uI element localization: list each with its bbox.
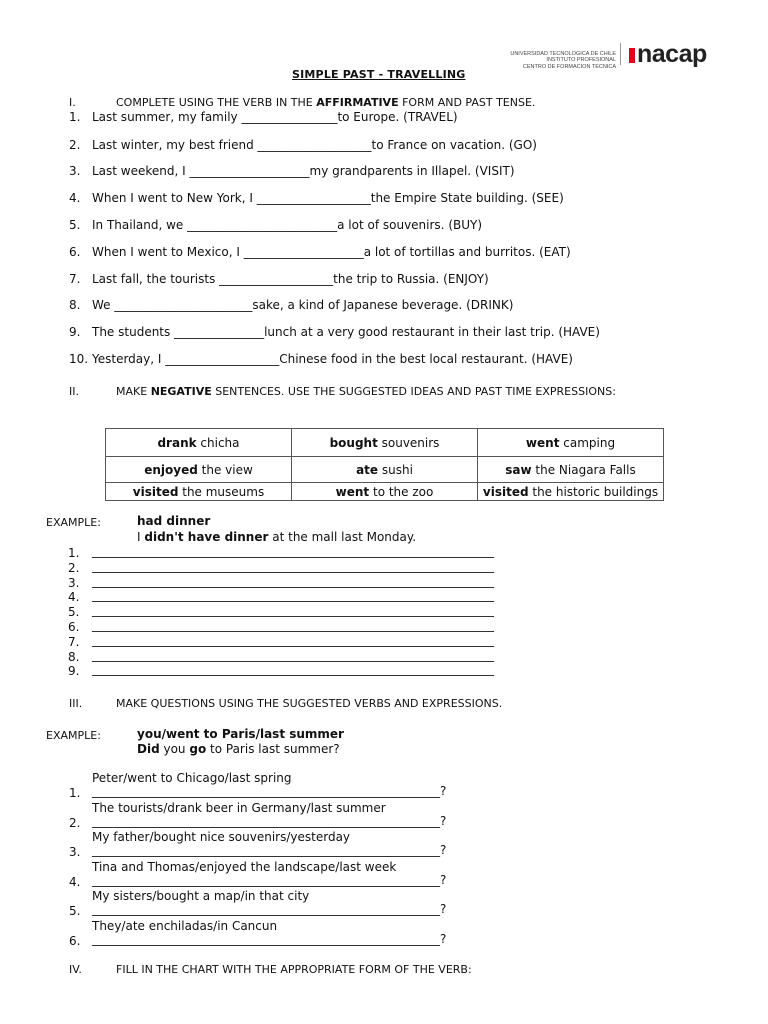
item-number: 10. bbox=[69, 352, 89, 366]
section-3-heading: MAKE QUESTIONS USING THE SUGGESTED VERBS AND EXPRESSIONS. bbox=[116, 697, 503, 710]
table-row bbox=[106, 429, 664, 457]
item-number: 5. bbox=[69, 218, 81, 232]
example-answer: I didn't have dinner at the mall last Monday. bbox=[137, 530, 417, 544]
table-cell: visited the historic buildings bbox=[478, 483, 664, 501]
table-row bbox=[106, 483, 664, 501]
table-cell: drank chicha bbox=[106, 429, 292, 457]
table-cell: saw the Niagara Falls bbox=[478, 457, 664, 483]
line-number: 8. bbox=[68, 649, 80, 664]
section-1-heading bbox=[116, 96, 535, 109]
line-number: 1. bbox=[68, 546, 80, 560]
item-number: 2. bbox=[69, 138, 81, 152]
line-number: 4. bbox=[68, 590, 80, 605]
item-text: The students _______________lunch at a very good restaurant in their last trip. (HAVE) bbox=[92, 325, 600, 339]
inacap-logo: nacap bbox=[637, 40, 707, 68]
section-4-heading: FILL IN THE CHART WITH THE APPROPRIATE FORM OF THE VERB: bbox=[116, 963, 472, 976]
heading-keyword: AFFIRMATIVE bbox=[316, 96, 399, 109]
blank-line: __________________________________________________________? bbox=[92, 813, 447, 828]
suggested-ideas-table bbox=[105, 428, 664, 501]
question-cue: My father/bought nice souvenirs/yesterday bbox=[92, 830, 351, 845]
item-number: 7. bbox=[69, 272, 81, 286]
item-number: 3. bbox=[69, 164, 81, 178]
table-cell: visited the museums bbox=[106, 483, 292, 501]
line-number: 6. bbox=[68, 620, 80, 634]
blank-line: ___________________________________________________________________ bbox=[92, 618, 494, 632]
blank-line: __________________________________________________________? bbox=[92, 784, 447, 798]
blank-line: ___________________________________________________________________ bbox=[92, 558, 494, 573]
item-text: Last fall, the tourists ___________________the trip to Russia. (ENJOY) bbox=[92, 272, 489, 286]
blank-line: __________________________________________________________? bbox=[92, 932, 447, 946]
section-2-heading bbox=[116, 385, 616, 398]
blank-line: ___________________________________________________________________ bbox=[92, 588, 494, 603]
line-number: 1. bbox=[69, 786, 81, 800]
line-number: 4. bbox=[69, 874, 81, 889]
heading-text: FORM AND PAST TENSE. bbox=[398, 96, 536, 109]
section-1-numeral: I. bbox=[69, 96, 76, 109]
item-text: We _______________________sake, a kind of Japanese beverage. (DRINK) bbox=[92, 298, 514, 312]
item-text: In Thailand, we _________________________a lot of souvenirs. (BUY) bbox=[92, 218, 483, 232]
blank-line: __________________________________________________________? bbox=[92, 843, 447, 858]
example-answer: Did you go to Paris last summer? bbox=[137, 742, 340, 756]
line-number: 2. bbox=[69, 815, 81, 830]
item-number: 8. bbox=[69, 298, 81, 312]
example-cue: you/went to Paris/last summer bbox=[137, 727, 344, 741]
item-text: Last weekend, I ____________________my grandparents in Illapel. (VISIT) bbox=[92, 164, 515, 178]
item-number: 9. bbox=[69, 325, 81, 339]
line-number: 3. bbox=[68, 575, 80, 590]
blank-line: ___________________________________________________________________ bbox=[92, 662, 494, 677]
line-number: 3. bbox=[69, 845, 81, 860]
item-number: 1. bbox=[69, 110, 81, 124]
item-text: Last summer, my family ________________to Europe. (TRAVEL) bbox=[92, 110, 458, 124]
item-text: Last winter, my best friend ___________________to France on vacation. (GO) bbox=[92, 138, 537, 152]
blank-line: ___________________________________________________________________ bbox=[92, 603, 494, 618]
table-cell: ate sushi bbox=[292, 457, 478, 483]
institution-line-1: UNIVERSIDAD TECNOLOGICA DE CHILE bbox=[510, 50, 616, 57]
item-text: Yesterday, I ___________________Chinese food in the best local restaurant. (HAVE) bbox=[92, 352, 573, 366]
section-4-numeral: IV. bbox=[69, 963, 82, 976]
institution-name bbox=[508, 44, 616, 70]
item-number: 4. bbox=[69, 191, 81, 205]
heading-text: SENTENCES. USE THE SUGGESTED IDEAS AND PAST TIME EXPRESSIONS: bbox=[211, 385, 616, 398]
logo-divider bbox=[620, 43, 621, 65]
blank-line: ___________________________________________________________________ bbox=[92, 632, 494, 647]
example-cue: had dinner bbox=[137, 514, 211, 528]
line-number: 2. bbox=[68, 560, 80, 575]
blank-line: ___________________________________________________________________ bbox=[92, 544, 494, 558]
section-3-numeral: III. bbox=[69, 697, 83, 710]
heading-text: COMPLETE USING THE VERB IN THE bbox=[116, 96, 317, 109]
institution-line-3: CENTRO DE FORMACION TECNICA bbox=[522, 63, 616, 70]
item-number: 6. bbox=[69, 245, 81, 259]
blank-line: __________________________________________________________? bbox=[92, 902, 447, 917]
line-number: 6. bbox=[69, 934, 81, 948]
table-row bbox=[106, 457, 664, 483]
line-number: 5. bbox=[69, 904, 81, 919]
question-cue: They/ate enchiladas/in Cancun bbox=[92, 919, 278, 933]
heading-keyword: NEGATIVE bbox=[150, 385, 212, 398]
line-number: 5. bbox=[68, 605, 80, 620]
question-cue: The tourists/drank beer in Germany/last summer bbox=[92, 800, 386, 815]
blank-line: ___________________________________________________________________ bbox=[92, 573, 494, 588]
question-cue: My sisters/bought a map/in that city bbox=[92, 889, 310, 904]
line-number: 9. bbox=[68, 664, 80, 679]
institution-line-2: INSTITUTO PROFESIONAL bbox=[546, 57, 616, 63]
table-cell: bought souvenirs bbox=[292, 429, 478, 457]
example-label: EXAMPLE: bbox=[46, 729, 101, 742]
inacap-logo-mark bbox=[629, 48, 635, 63]
line-number: 7. bbox=[68, 634, 80, 649]
example-label: EXAMPLE: bbox=[46, 516, 101, 529]
table-cell: enjoyed the view bbox=[106, 457, 292, 483]
table-cell: went to the zoo bbox=[292, 483, 478, 501]
heading-text: MAKE bbox=[116, 385, 151, 398]
item-text: When I went to Mexico, I ____________________a lot of tortillas and burritos. (EAT) bbox=[92, 245, 571, 259]
blank-line: ___________________________________________________________________ bbox=[92, 647, 494, 662]
section-2-numeral: II. bbox=[69, 385, 79, 398]
table-cell: went camping bbox=[478, 429, 664, 457]
blank-line: __________________________________________________________? bbox=[92, 872, 447, 887]
page-title: SIMPLE PAST - TRAVELLING bbox=[292, 68, 466, 81]
question-cue: Peter/went to Chicago/last spring bbox=[92, 771, 292, 785]
question-cue: Tina and Thomas/enjoyed the landscape/last week bbox=[92, 859, 397, 874]
item-text: When I went to New York, I ___________________the Empire State building. (SEE) bbox=[92, 191, 564, 205]
